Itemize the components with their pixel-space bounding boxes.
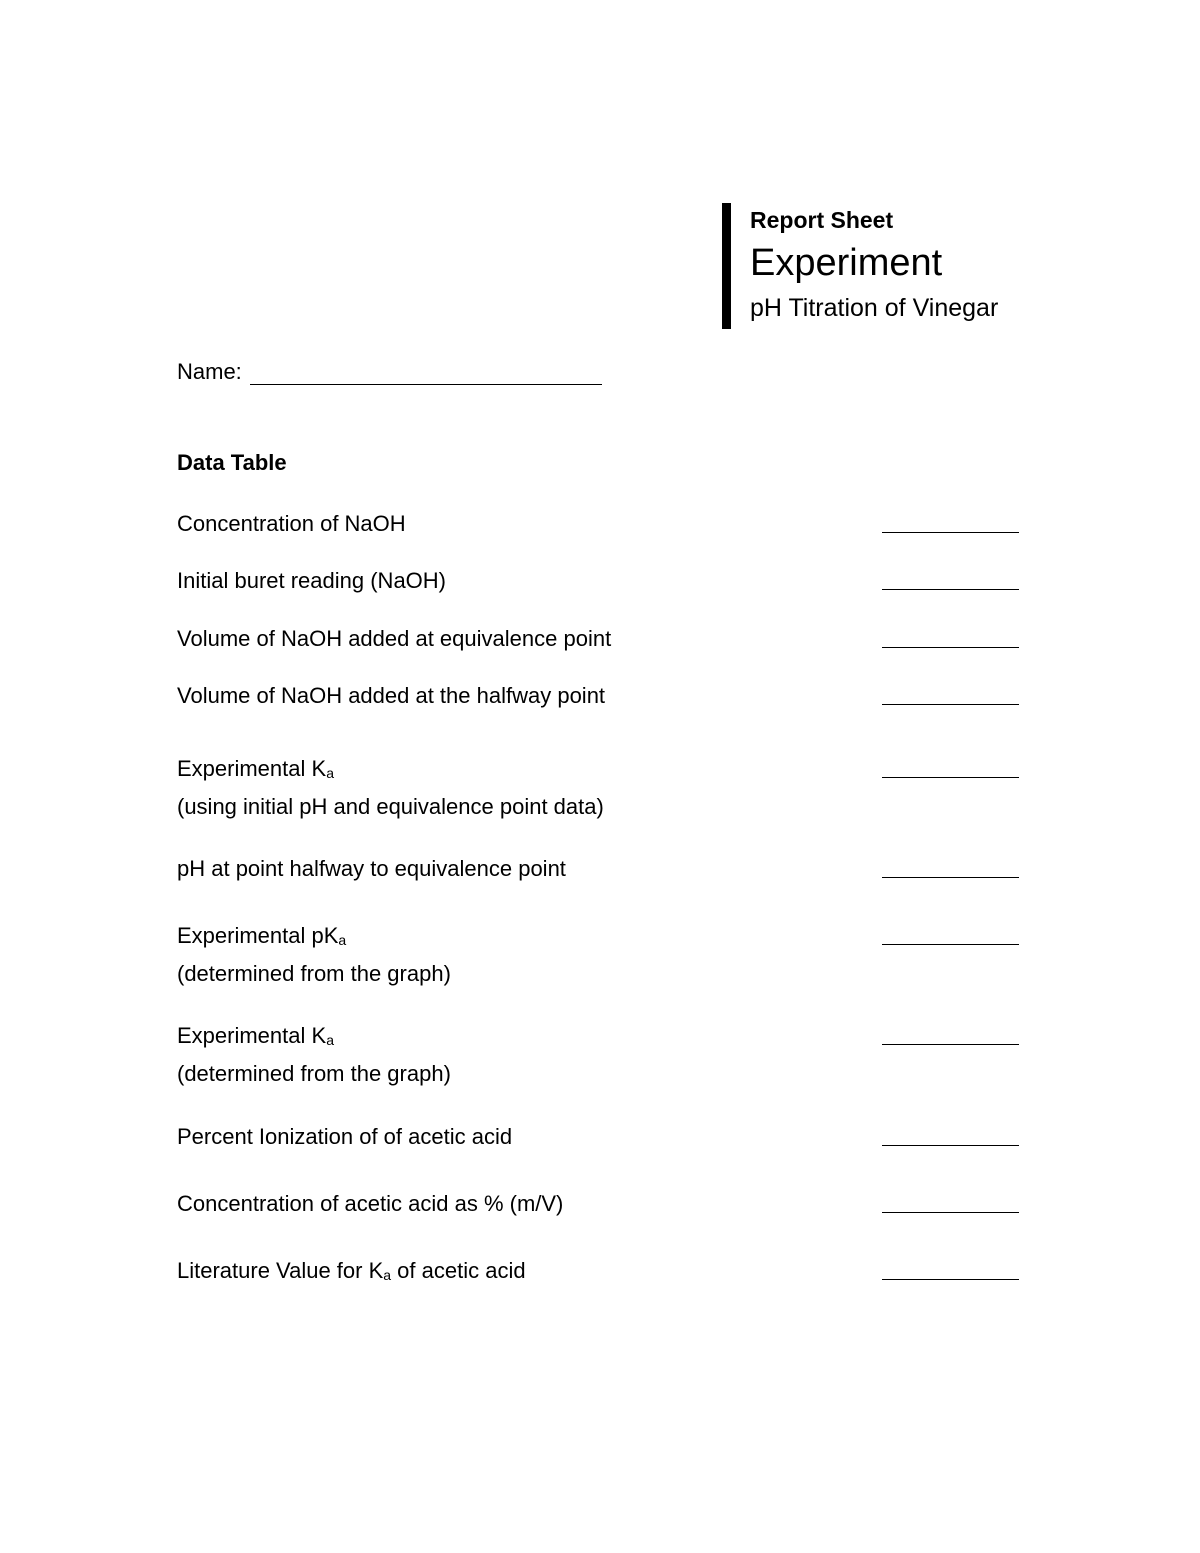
data-row-acetic-acid-concentration xyxy=(177,1187,1019,1220)
data-row-label: Volume of NaOH added at the halfway point xyxy=(177,683,606,708)
data-row-initial-buret xyxy=(177,564,1019,597)
data-row-experimental-ka-initial xyxy=(177,752,1019,823)
data-row-label: Experimental $pK_a$ xyxy=(177,923,347,948)
name-blank-line[interactable] xyxy=(250,362,602,385)
answer-blank-line[interactable] xyxy=(882,589,1019,590)
answer-blank-line[interactable] xyxy=(882,647,1019,648)
data-row-label: Literature Value for $K_a$ of acetic acid xyxy=(177,1258,526,1283)
data-table-heading: Data Table xyxy=(177,450,287,475)
name-field xyxy=(177,359,602,385)
answer-blank-line[interactable] xyxy=(882,1279,1019,1280)
experiment-title: Experiment xyxy=(750,242,943,284)
answer-blank-line[interactable] xyxy=(882,1212,1019,1213)
answer-blank-line[interactable] xyxy=(882,944,1019,945)
experiment-subtitle: pH Titration of Vinegar xyxy=(750,294,999,322)
answer-blank-line[interactable] xyxy=(882,532,1019,533)
data-row-literature-ka xyxy=(177,1254,1019,1292)
data-row-note: (using initial pH and equivalence point data) xyxy=(177,794,604,819)
data-row-ph-halfway xyxy=(177,852,1019,885)
title-block xyxy=(722,203,999,329)
data-row-label: Volume of NaOH added at equivalence point xyxy=(177,626,612,651)
data-row-experimental-ka-graph xyxy=(177,1019,1019,1090)
data-row-label: pH at point halfway to equivalence point xyxy=(177,856,566,881)
answer-blank-line[interactable] xyxy=(882,704,1019,705)
name-label: Name: xyxy=(177,359,242,384)
data-row-volume-halfway xyxy=(177,679,1019,712)
data-row-label: Percent Ionization of of acetic acid xyxy=(177,1124,513,1149)
answer-blank-line[interactable] xyxy=(882,777,1019,778)
data-row-label: Concentration of acetic acid as % (m/V) xyxy=(177,1191,564,1216)
data-row-label: Experimental $K_a$ xyxy=(177,756,334,781)
data-row-label: Experimental $K_a$ xyxy=(177,1023,334,1048)
data-row-volume-equivalence xyxy=(177,622,1019,655)
answer-blank-line[interactable] xyxy=(882,877,1019,878)
report-sheet-label: Report Sheet xyxy=(750,207,894,233)
data-row-naoh-concentration xyxy=(177,507,1019,540)
data-row-note: (determined from the graph) xyxy=(177,961,451,986)
data-row-label: Concentration of NaOH xyxy=(177,511,406,536)
data-row-label: Initial buret reading (NaOH) xyxy=(177,568,447,593)
answer-blank-line[interactable] xyxy=(882,1044,1019,1045)
data-row-percent-ionization xyxy=(177,1120,1019,1153)
answer-blank-line[interactable] xyxy=(882,1145,1019,1146)
data-row-note: (determined from the graph) xyxy=(177,1061,451,1086)
data-row-experimental-pka xyxy=(177,919,1019,990)
